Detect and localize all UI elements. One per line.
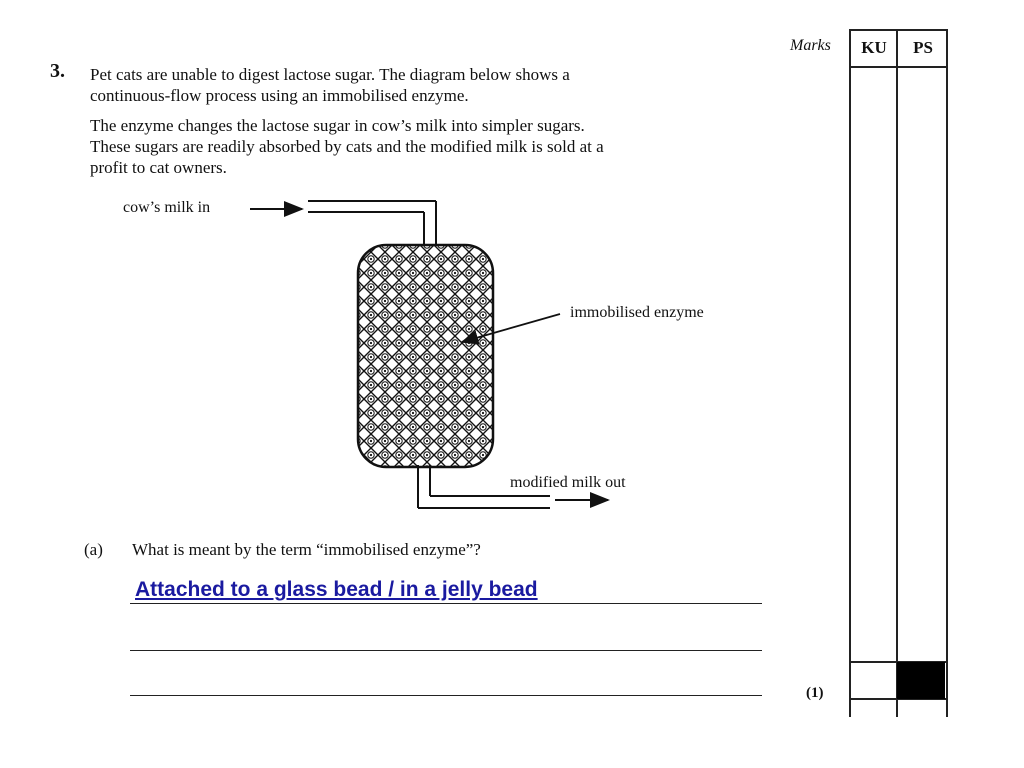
inlet-pipe: [308, 201, 436, 248]
answer-line-1: [130, 603, 762, 604]
outlet-label: modified milk out: [510, 474, 626, 491]
marks-title: Marks: [790, 37, 831, 54]
part-a-answer[interactable]: Attached to a glass bead / in a jelly bead: [135, 578, 538, 601]
part-a-question: [84, 540, 481, 560]
answer-line-2: [130, 650, 762, 651]
marks-table-right-border: [946, 29, 948, 717]
ps-header: PS: [913, 38, 933, 57]
part-a-label: (a): [84, 540, 103, 559]
marks-table-header-border: [849, 66, 948, 68]
ps-shaded-cell: [897, 662, 945, 699]
reactor-column: [358, 245, 493, 467]
question-detail: The enzyme changes the lactose sugar in cow’s milk into simpler sugars. These sugars are readily absorbed by cats and the modified milk is sold at a profit to cat owners.: [90, 116, 604, 177]
ku-header: KU: [861, 38, 887, 57]
question-number: 3.: [50, 60, 65, 82]
inlet-label: cow’s milk in: [123, 199, 211, 216]
part-a-marks: (1): [806, 685, 824, 701]
marks-table-divider: [896, 29, 898, 717]
marks-table-top-border: [849, 29, 948, 31]
enzyme-label: immobilised enzyme: [570, 304, 704, 321]
part-a-text: What is meant by the term “immobilised enzyme”?: [132, 540, 481, 559]
answer-line-3: [130, 695, 762, 696]
question-intro: Pet cats are unable to digest lactose sugar. The diagram below shows a continuous-flow process using an immobilised enzyme.: [90, 65, 570, 105]
marks-table-left-border: [849, 29, 851, 717]
